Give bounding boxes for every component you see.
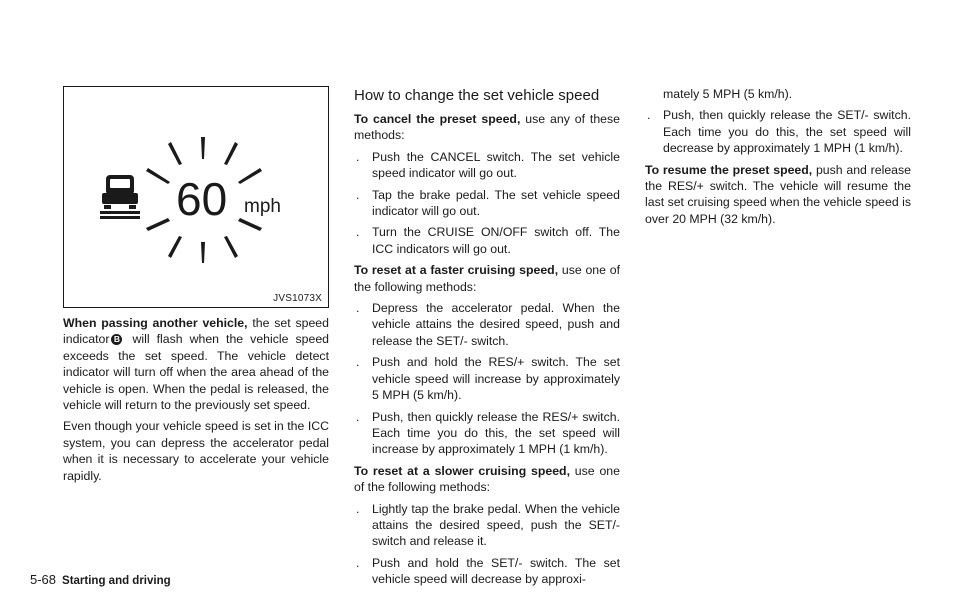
flash-ray-icon <box>168 142 182 165</box>
figure-code: JVS1073X <box>273 293 322 304</box>
illustration-figure <box>63 86 329 308</box>
flash-ray-icon <box>201 242 205 263</box>
faster-item-text: Push, then quickly release the RES/+ switch. Each time you do this, the set speed will increase by approximately 1 MPH (1 km/h). <box>372 409 620 457</box>
speed-indicator-illustration <box>64 87 330 309</box>
faster-intro <box>354 262 620 295</box>
faster-lead: To reset at a faster cruising speed, <box>354 263 559 278</box>
list-item <box>354 187 620 220</box>
bullet: . <box>356 301 360 316</box>
cancel-item-text: Push the CANCEL switch. The set vehicle speed indicator will go out. <box>372 149 620 181</box>
list-item <box>354 300 620 349</box>
list-item <box>354 409 620 458</box>
bullet: . <box>356 149 360 164</box>
list-item <box>354 555 620 588</box>
car-ahead-icon <box>100 175 140 219</box>
resume-paragraph <box>645 162 911 228</box>
page-footer <box>30 572 171 587</box>
cancel-intro <box>354 111 620 144</box>
accelerate-paragraph: Even though your vehicle speed is set in the ICC system, you can depress the accelerator pedal when it is necessary to accelerate your vehicle rapidly. <box>63 419 329 483</box>
bullet: . <box>356 225 360 240</box>
list-item <box>354 501 620 550</box>
faster-item-text: Depress the accelerator pedal. When the vehicle attains the desired speed, push and release the SET/- switch. <box>372 301 620 348</box>
passing-lead: When passing another vehicle, <box>63 316 248 330</box>
flash-ray-icon <box>238 168 262 184</box>
flash-ray-icon <box>146 168 170 184</box>
passing-paragraph <box>63 315 329 413</box>
faster-item-text: Push and hold the RES/+ switch. The set vehicle speed will increase by approximately 5 MPH (5 km/h). <box>372 355 620 403</box>
bullet: . <box>356 355 360 370</box>
slower-item-text: Push and hold the SET/- switch. The set vehicle speed will decrease by approxi- <box>372 555 620 587</box>
list-item <box>645 107 911 156</box>
column-2 <box>354 86 620 593</box>
cancel-item-text: Tap the brake pedal. The set vehicle speed indicator will go out. <box>372 187 620 219</box>
flash-ray-icon <box>201 137 205 159</box>
list-item <box>354 224 620 257</box>
column-1 <box>63 315 329 489</box>
slower-intro <box>354 463 620 496</box>
slower-item-text: Lightly tap the brake pedal. When the vehicle attains the desired speed, push the SET/- switch and release it. <box>372 501 620 549</box>
cancel-lead: To cancel the preset speed, <box>354 112 521 126</box>
flash-ray-icon <box>168 236 182 258</box>
continued-text: mately 5 MPH (5 km/h). <box>663 87 793 101</box>
slower-item-text: Push, then quickly release the SET/- switch. Each time you do this, the set speed will decrease by approximately 1 MPH (1 km/h). <box>663 108 911 156</box>
bullet: . <box>356 187 360 202</box>
column-3 <box>645 86 911 232</box>
flash-ray-icon <box>238 218 262 231</box>
flash-ray-icon <box>224 236 238 258</box>
section-heading: How to change the set vehicle speed <box>354 87 600 104</box>
bullet: . <box>356 409 360 424</box>
cancel-item-text: Turn the CRUISE ON/OFF switch off. The ICC indicators will go out. <box>372 225 620 256</box>
speed-unit: mph <box>244 196 281 217</box>
passing-text-b: will flash when the vehicle speed exceeds the set speed. The vehicle detect indicator will turn off when the area ahead of the vehicle is open. When the pedal is released, the vehicle will return to the previously set speed. <box>63 332 329 413</box>
list-item <box>354 149 620 182</box>
slower-rest: use one of the following methods: <box>354 463 620 495</box>
indicator-b-marker: B <box>111 334 122 345</box>
section-title: Starting and driving <box>62 575 171 587</box>
bullet: . <box>647 108 651 123</box>
passing-text-a: the set speed indicator <box>63 316 329 347</box>
flash-ray-icon <box>224 142 238 165</box>
faster-rest: use one of the following methods: <box>354 263 620 294</box>
set-speed-value: 60 <box>176 173 228 225</box>
cancel-rest: use any of these methods: <box>354 112 620 143</box>
slower-lead: To reset at a slower cruising speed, <box>354 463 570 478</box>
resume-rest: push and release the RES/+ switch. The vehicle will resume the last set cruising speed when the vehicle speed is over 20 MPH (32 km/h). <box>645 162 911 226</box>
list-item <box>354 354 620 403</box>
bullet: . <box>356 501 360 516</box>
page-number: 5-68 <box>30 572 57 587</box>
bullet: . <box>356 555 360 570</box>
resume-lead: To resume the preset speed, <box>645 162 813 177</box>
flash-ray-icon <box>146 218 170 231</box>
